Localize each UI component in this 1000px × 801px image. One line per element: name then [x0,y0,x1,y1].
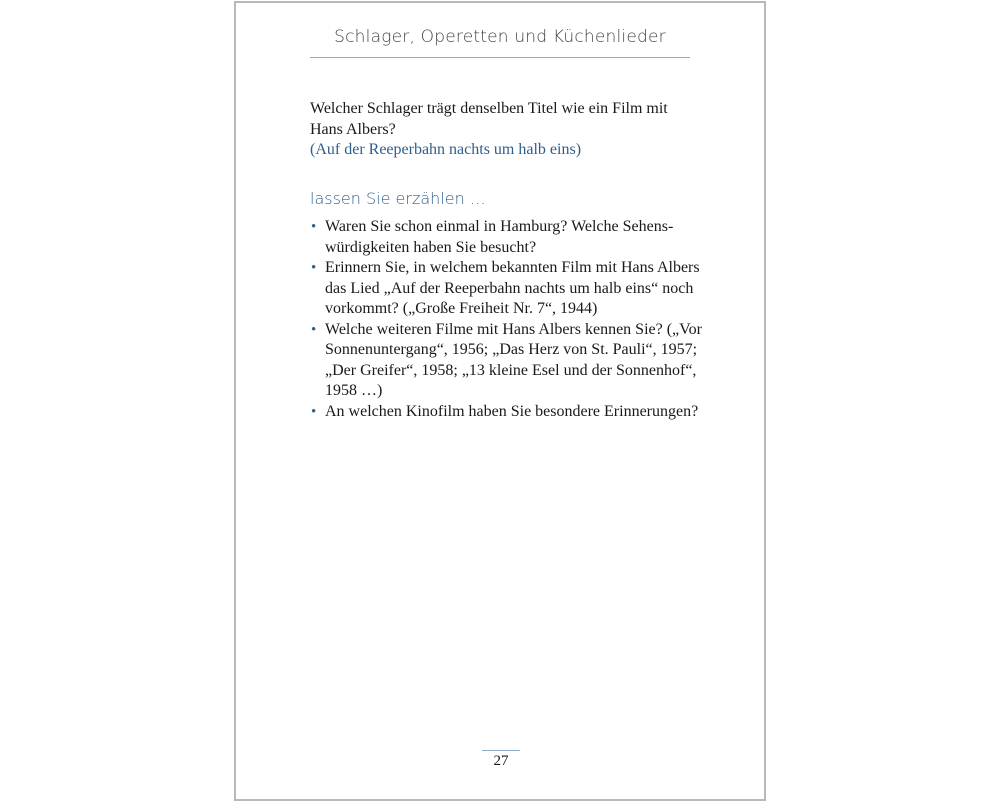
list-item [310,258,702,320]
list-item-text: An welchen Kinofilm haben Sie besondere Erinnerungen? [325,402,699,420]
bullet-icon: • [311,321,317,338]
bullet-icon: • [311,260,317,276]
discussion-list [310,217,702,422]
list-item-text: Waren Sie schon einmal in Hamburg? Welche Sehenswürdigkeiten haben Sie besucht? [325,218,674,256]
page-number: 27 [493,753,509,769]
quiz-question: Welcher Schlager trägt denselben Titel wie ein Film mit Hans Albers? [310,100,668,138]
header-rule [310,57,690,58]
bullet-icon: • [311,219,317,235]
list-item [310,402,702,423]
quiz-answer: (Auf der Reeperbahn nachts um halb eins) [310,141,582,158]
list-item-text: Erinnern Sie, in welchem bekannten Film mit Hans Albers das Lied „Auf der Reeperbahn nachts um halb eins“ noch vorkommt? („Große Freiheit Nr. 7“, 1944) [325,259,700,317]
running-title: Schlager, Operetten und Küchenlieder [334,27,666,47]
book-page [234,1,766,801]
list-item [310,320,702,402]
footer-rule [482,750,520,751]
discussion-heading: lassen Sie erzählen … [310,188,486,208]
bullet-icon: • [311,403,317,420]
page-body [310,99,702,422]
list-item-text: Welche weiteren Filme mit Hans Albers kennen Sie? („Vor Sonnenuntergang“, 1956; „Das Herz von St. Pauli“, 1957; „Der Greifer“, 1958; „13 kleine Esel und der Sonnenhof“, 1958 …) [325,320,702,399]
list-item [310,217,702,258]
